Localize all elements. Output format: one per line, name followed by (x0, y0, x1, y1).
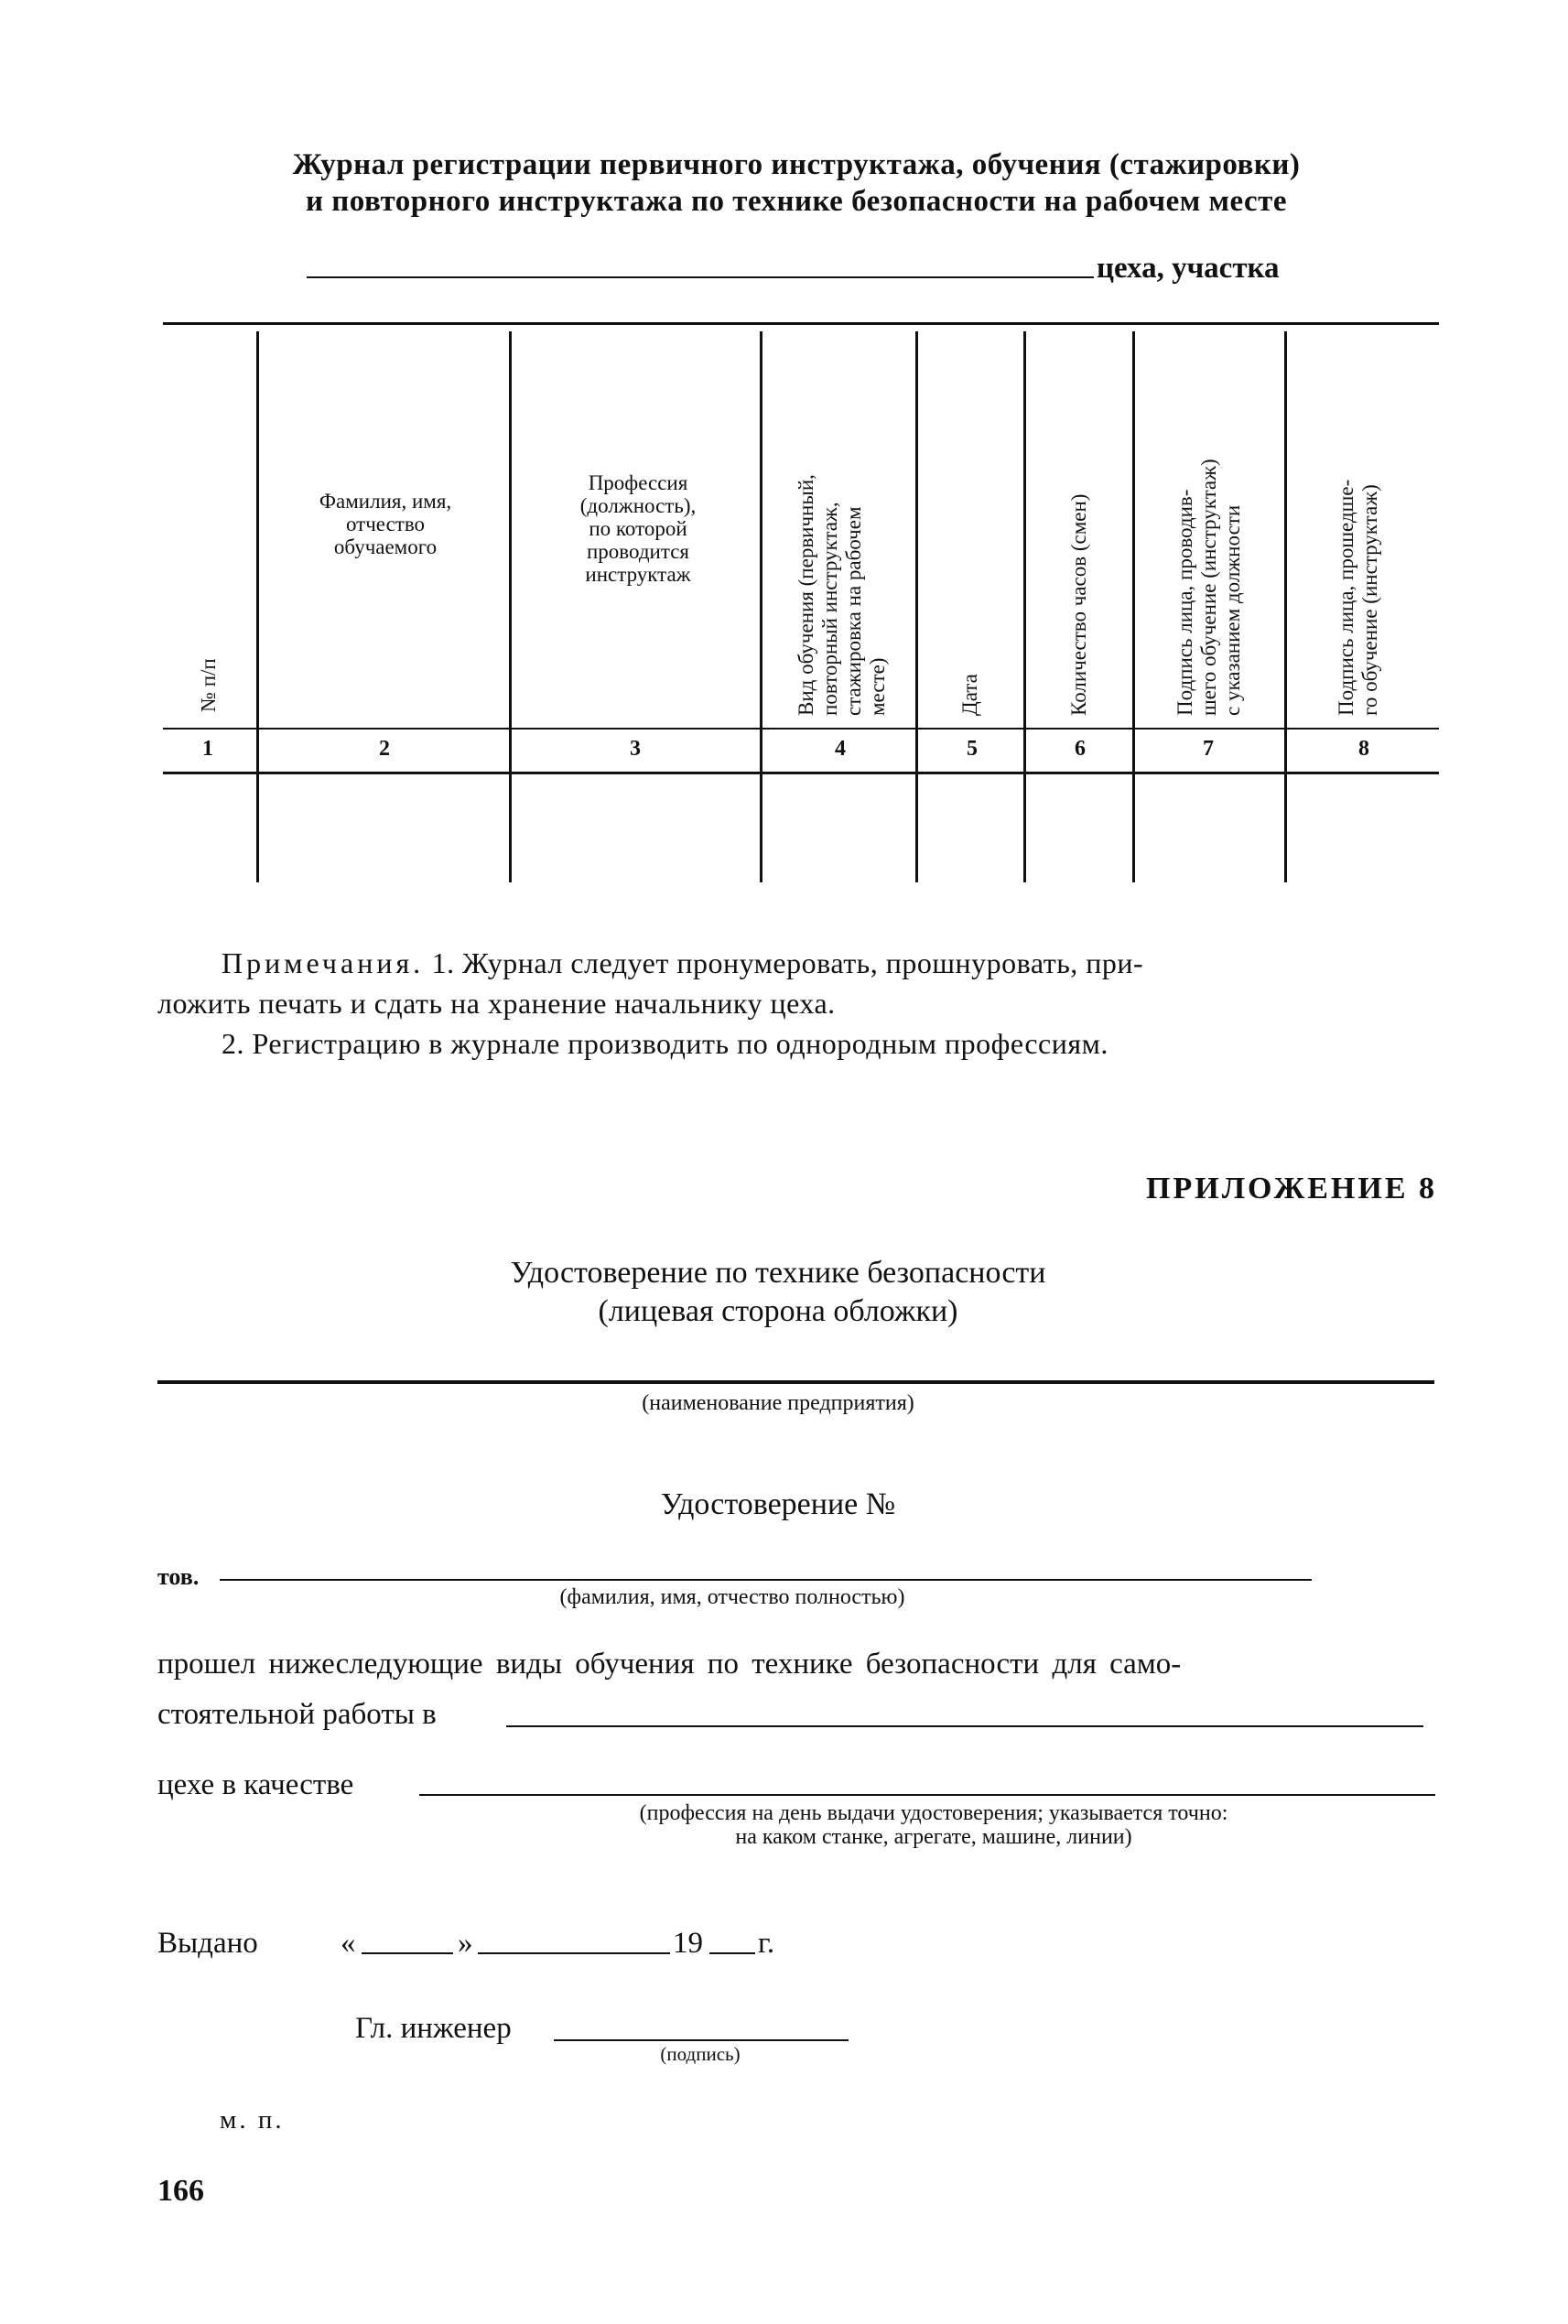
col-number-7: 7 (1203, 737, 1214, 761)
profession-caption: (профессия на день выдачи удостоверения; указывается точно: на каком станке, агрегате, машине, линии) (639, 1801, 1228, 1849)
col-number-2: 2 (379, 737, 390, 761)
header-col-3: Профессия (должность), по которой проводится инструктаж (579, 471, 697, 586)
year-line (709, 1952, 755, 1954)
col-number-3: 3 (630, 737, 641, 761)
engineer-label: Гл. инженер (355, 2012, 512, 2045)
full-name-caption: (фамилия, имя, отчество полностью) (559, 1585, 905, 1609)
journal-title-line-2: и повторного инструктажа по технике безопасности на рабочем месте (305, 185, 1288, 218)
seal-place: м. п. (220, 2105, 285, 2135)
issued-label: Выдано (157, 1927, 258, 1960)
enterprise-name-line (157, 1380, 1434, 1384)
capacity-label: цехе в качестве (157, 1768, 354, 1801)
workshop-label: цеха, участка (1097, 252, 1280, 285)
date-quote-close: » (458, 1927, 473, 1960)
year-prefix: 19 (673, 1927, 703, 1960)
full-name-line (220, 1579, 1312, 1581)
signature-caption: (подпись) (660, 2043, 741, 2065)
note-1-continued: ложить печать и сдать на хранение начальнику цеха. (157, 987, 836, 1020)
enterprise-caption: (наименование предприятия) (642, 1391, 914, 1415)
journal-title-line-1: Журнал регистрации первичного инструктажа, обучения (стажировки) (292, 148, 1301, 181)
date-quote-open: « (341, 1927, 356, 1960)
col-number-1: 1 (202, 737, 213, 761)
profession-line (419, 1794, 1435, 1796)
signature-line (554, 2039, 849, 2041)
work-place-line (506, 1725, 1423, 1727)
journal-title (165, 146, 1428, 220)
year-suffix: г. (758, 1927, 775, 1960)
header-col-5: Дата (958, 674, 981, 716)
col-number-8: 8 (1358, 737, 1369, 761)
passed-text: прошел нижеследующие виды обучения по технике безопасности для само- (157, 1648, 1182, 1681)
appendix-title: ПРИЛОЖЕНИЕ 8 (1146, 1172, 1437, 1205)
tov-label: тов. (157, 1563, 200, 1590)
date-month-line (478, 1952, 670, 1954)
header-col-6: Количество часов (смен) (1067, 493, 1090, 716)
page-number: 166 (157, 2174, 204, 2208)
work-label: стоятельной работы в (157, 1698, 437, 1731)
appendix-subtitle: Удостоверение по технике безопасности (лицевая сторона обложки) (510, 1256, 1046, 1328)
col-number-5: 5 (967, 737, 978, 761)
date-day-line (362, 1952, 453, 1954)
notes (157, 943, 1439, 1064)
notes-label: Примечания. (222, 946, 425, 979)
col-number-6: 6 (1075, 737, 1086, 761)
header-col-2: Фамилия, имя, отчество обучаемого (319, 490, 452, 558)
header-col-1: № п/п (197, 658, 220, 712)
note-2: 2. Регистрацию в журнале производить по однородным профессиям. (222, 1027, 1108, 1060)
col-number-4: 4 (835, 737, 846, 761)
workshop-blank-line (307, 276, 1094, 278)
certificate-heading: Удостоверение № (660, 1487, 896, 1521)
note-1-start: 1. Журнал следует пронумеровать, прошнуровать, при- (431, 946, 1144, 979)
